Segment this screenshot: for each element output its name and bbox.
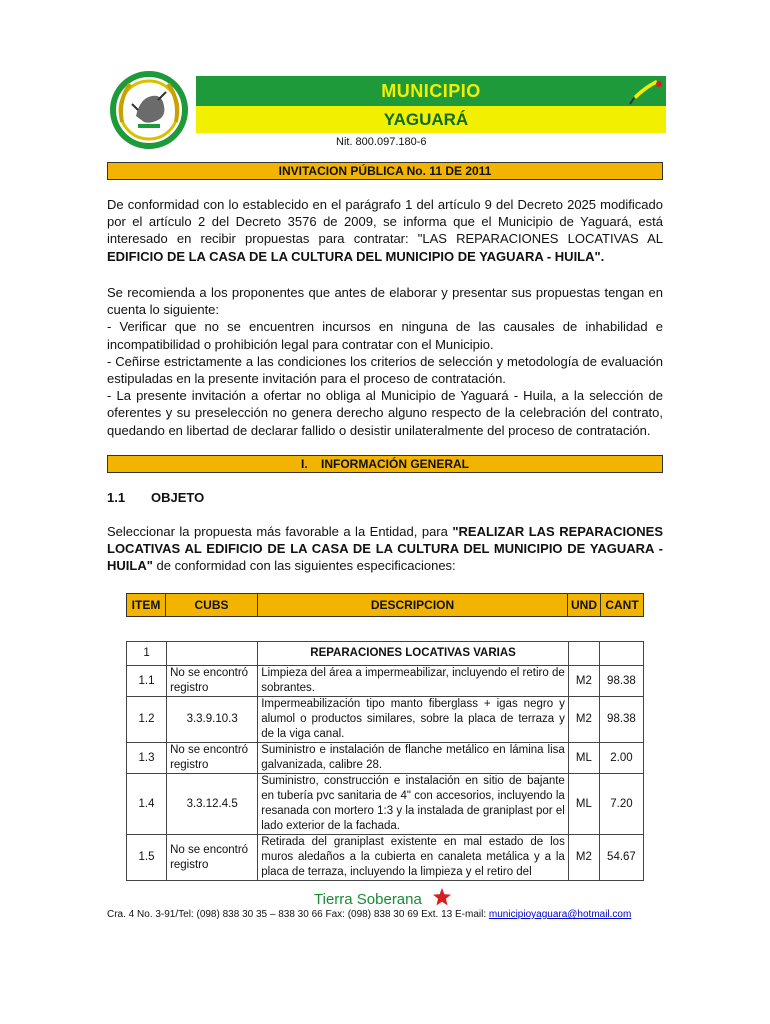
row-item: 1.2 (127, 697, 167, 743)
objeto-text-bold: HUILA" (107, 558, 153, 574)
objeto-line-1 (107, 523, 663, 540)
recommendation-line: Se recomienda a los proponentes que antes de elaborar y presentar sus propuestas tengan en (107, 285, 663, 300)
objeto-text-plain: de conformidad con las siguientes especificaciones: (152, 558, 456, 574)
table-row (127, 743, 644, 774)
section-heading-text: I. INFORMACIÓN GENERAL (301, 457, 469, 471)
group-cant (599, 642, 643, 666)
invitation-title: INVITACION PÚBLICA No. 11 DE 2011 (278, 164, 492, 178)
row-quantity: 54.67 (599, 835, 643, 881)
subsection-number: 1.1 (107, 490, 126, 505)
subsection-title: OBJETO (151, 490, 205, 505)
row-unit: M2 (568, 835, 599, 881)
recommendation-line: oferentes y su preselección no genera derecho alguno respecto de la celebración del contrato, (107, 405, 663, 421)
group-item: 1 (127, 642, 167, 666)
invitation-heading (107, 162, 663, 180)
recommendation-line: - La presente invitación a ofertar no obliga al Municipio de Yaguará - Huila, a la selección de (107, 388, 663, 404)
row-description: Suministro e instalación de flanche metálico en lámina lisa galvanizada, calibre 28. (258, 743, 569, 774)
recommendation-line: cuenta lo siguiente: (107, 302, 220, 318)
municipality-name: YAGUARÁ (383, 109, 469, 129)
column-header-cant (601, 593, 644, 617)
municipal-seal-logo (108, 70, 190, 150)
row-unit: M2 (568, 666, 599, 697)
header-yellow-bar (196, 106, 666, 133)
objeto-line-3 (107, 557, 663, 574)
row-quantity: 98.38 (599, 697, 643, 743)
row-item: 1.1 (127, 666, 167, 697)
row-quantity: 7.20 (599, 774, 643, 835)
objeto-text-bold: "REALIZAR LAS REPARACIONES (452, 524, 663, 539)
intro-line (107, 230, 663, 247)
recommendations-paragraph (107, 284, 663, 439)
row-description: Suministro, construcción e instalación en sitio de bajante en tubería pvc sanitaria de 4" con accesorios, incluyendo la resanada con mortero 1:3 y la instalada de graniplast por el lado exterior de la fachada. (258, 774, 569, 835)
group-cubs (167, 642, 258, 666)
column-header-und (568, 593, 601, 617)
column-header-label: CUBS (194, 598, 229, 612)
recommendation-line: - Ceñirse estrictamente a las condiciones los criterios de selección y metodología de evaluación (107, 353, 663, 369)
section-heading (107, 455, 663, 473)
row-cubs: 3.3.9.10.3 (167, 697, 258, 743)
row-cubs: No se encontró registro (167, 743, 258, 774)
row-cubs: 3.3.12.4.5 (167, 774, 258, 835)
intro-paragraph (107, 196, 663, 265)
column-header-cubs (166, 593, 258, 617)
contact-text: Cra. 4 No. 3-91/Tel: (098) 838 30 35 – 838 30 66 Fax: (098) 838 30 69 Ext. 13 E-mail: (107, 909, 489, 920)
objeto-text-plain: Seleccionar la propuesta más favorable a la Entidad, para (107, 524, 453, 539)
row-unit: ML (568, 774, 599, 835)
row-quantity: 2.00 (599, 743, 643, 774)
row-unit: M2 (568, 697, 599, 743)
row-description: Limpieza del área a impermeabilizar, incluyendo el retiro de sobrantes. (258, 666, 569, 697)
header-title-block (196, 76, 666, 133)
flag-emblem-icon (628, 78, 664, 106)
footer-slogan: Tierra Soberana (314, 891, 422, 908)
intro-line: por el artículo 2 del Decreto 3576 de 2009, se informa que el Municipio de Yaguará, está (107, 214, 663, 230)
table-row (127, 774, 644, 835)
group-title: REPARACIONES LOCATIVAS VARIAS (258, 642, 569, 666)
footer-contact (107, 909, 631, 920)
specifications-table (126, 641, 644, 881)
recommendation-line: quedando en libertad de declarar fallido o desistir unilateralmente del proceso de contratación. (107, 422, 651, 438)
row-item: 1.3 (127, 743, 167, 774)
row-item: 1.5 (127, 835, 167, 881)
column-header-descripcion (258, 593, 568, 617)
column-header-label: CANT (605, 598, 639, 612)
objeto-line-2: LOCATIVAS AL EDIFICIO DE LA CASA DE LA CULTURA DEL MUNICIPIO DE YAGUARA - (107, 541, 663, 557)
email-link[interactable]: municipioyaguara@hotmail.com (488, 909, 632, 920)
column-header-label: UND (571, 598, 597, 612)
table-row (127, 835, 644, 881)
table-row (127, 697, 644, 743)
group-und (568, 642, 599, 666)
recommendation-line: - Verificar que no se encuentren incursos en ninguna de las causales de inhabilidad e (107, 319, 663, 335)
intro-line-text: interesado en recibir propuestas para contratar: "LAS REPARACIONES LOCATIVAS AL (107, 231, 663, 247)
row-cubs: No se encontró registro (167, 666, 258, 697)
row-unit: ML (568, 743, 599, 774)
recommendation-line: incompatibilidad o prohibición legal para contratar con el Municipio. (107, 336, 494, 352)
row-cubs: No se encontró registro (167, 835, 258, 881)
objeto-paragraph (107, 523, 663, 575)
row-quantity: 98.38 (599, 666, 643, 697)
red-star-icon (432, 887, 452, 907)
column-header-label: DESCRIPCION (370, 598, 455, 612)
table-row (127, 666, 644, 697)
header-green-bar (196, 76, 666, 106)
row-description: Retirada del graniplast existente en mal estado de los muros aledaños a la cubierta en canaleta metálica y a la placa de terraza, incluyendo la limpieza y el retiro del (258, 835, 569, 881)
column-header-label: ITEM (131, 598, 161, 612)
column-header-item (126, 593, 166, 617)
intro-line-bold: EDIFICIO DE LA CASA DE LA CULTURA DEL MUNICIPIO DE YAGUARA - HUILA". (107, 248, 605, 264)
municipality-title: MUNICIPIO (381, 80, 481, 101)
row-item: 1.4 (127, 774, 167, 835)
nit-number: Nit. 800.097.180-6 (336, 136, 427, 148)
table-group-row (127, 642, 644, 666)
intro-line: De conformidad con lo establecido en el parágrafo 1 del artículo 9 del Decreto 2025 modificado (107, 197, 663, 212)
row-description: Impermeabilización tipo manto fiberglass + igas negro y alumol o productos similares, sobre la placa de terraza y de la viga canal. (258, 697, 569, 743)
recommendation-line: estipuladas en la presente invitación para el proceso de contratación. (107, 371, 506, 387)
